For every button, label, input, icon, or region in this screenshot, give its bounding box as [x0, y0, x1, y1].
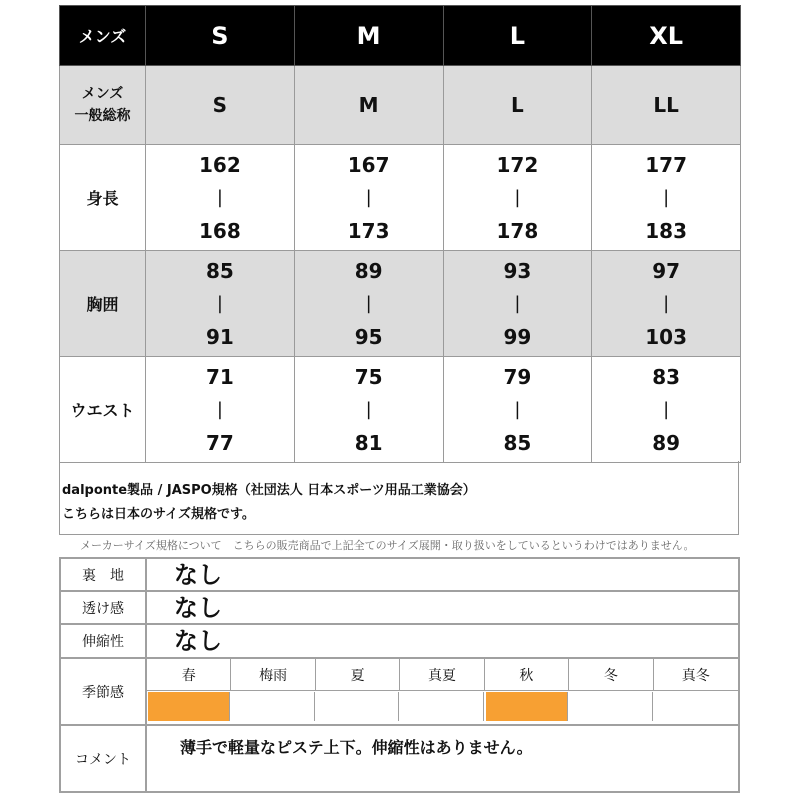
comment-text: 薄手で軽量なピステ上下。伸縮性はありません。: [180, 738, 533, 757]
waist-row: [60, 357, 741, 463]
size-header-xl: XL: [592, 6, 741, 66]
range-max: 77: [205, 430, 234, 455]
range-cell: [146, 251, 295, 357]
range-cell: [443, 145, 592, 251]
measure-label: 胸囲: [60, 251, 146, 357]
measure-label: 身長: [60, 145, 146, 251]
range-separator: |: [663, 292, 670, 314]
range-max: 81: [354, 430, 383, 455]
general-size-row: [60, 66, 741, 145]
comment-label: コメント: [61, 726, 147, 791]
range-max: 103: [645, 324, 687, 349]
season-name: 夏: [316, 659, 400, 691]
general-size-cell: M: [294, 66, 443, 145]
size-notes-box: [59, 461, 739, 535]
japan-size-note: こちらは日本のサイズ規格です。: [62, 507, 255, 522]
range-cell: [443, 251, 592, 357]
size-header-label: メンズ: [60, 6, 146, 66]
season-name: 春: [147, 659, 231, 691]
lining-value: なし: [174, 561, 222, 589]
height-row: [60, 145, 741, 251]
range-cell: [146, 145, 295, 251]
range-max: 168: [199, 218, 241, 243]
range-cell: [294, 357, 443, 463]
range-min: 79: [503, 364, 532, 389]
season-grid: [147, 659, 738, 724]
size-header-m: M: [294, 6, 443, 66]
range-cell: [294, 145, 443, 251]
size-header-s: S: [146, 6, 295, 66]
stretch-row: [61, 625, 738, 659]
range-separator: |: [216, 398, 223, 420]
general-size-cell: L: [443, 66, 592, 145]
lining-label: 裏 地: [61, 559, 147, 590]
range-max: 178: [496, 218, 539, 243]
season-name: 梅雨: [231, 659, 315, 691]
standard-note: dalponte製品 / JASPO規格（社団法人 日本スポーツ用品工業協会）: [62, 483, 476, 498]
general-label-line1: メンズ: [81, 86, 124, 102]
season-indicator: [401, 692, 483, 721]
sheer-row: [61, 592, 738, 625]
season-name: 秋: [485, 659, 569, 691]
measure-label: ウエスト: [60, 357, 146, 463]
season-name: 真夏: [400, 659, 484, 691]
comment-row: [61, 726, 738, 791]
range-separator: |: [514, 398, 521, 420]
stretch-label: 伸縮性: [61, 625, 147, 657]
sheer-value: なし: [174, 594, 222, 622]
maker-size-disclaimer: メーカーサイズ規格について こちらの販売商品で上記全てのサイズ展開・取り扱いをしているというわけではありません。: [80, 539, 695, 552]
range-cell: [146, 357, 295, 463]
range-separator: |: [514, 186, 521, 208]
range-min: 172: [496, 152, 539, 177]
range-separator: |: [365, 186, 372, 208]
range-max: 183: [645, 218, 687, 243]
general-size-cell: S: [146, 66, 295, 145]
range-min: 97: [652, 258, 681, 283]
range-cell: [294, 251, 443, 357]
lining-row: [61, 559, 738, 592]
season-indicator-active: [486, 692, 568, 721]
range-min: 85: [205, 258, 234, 283]
range-separator: |: [216, 186, 223, 208]
range-min: 167: [347, 152, 390, 177]
range-max: 85: [503, 430, 532, 455]
size-header-row: [60, 6, 741, 66]
range-cell: [592, 251, 741, 357]
range-cell: [443, 357, 592, 463]
range-min: 83: [652, 364, 681, 389]
range-separator: |: [365, 292, 372, 314]
range-separator: |: [663, 186, 670, 208]
season-indicator: [655, 692, 737, 721]
season-indicator: [317, 692, 399, 721]
range-separator: |: [663, 398, 670, 420]
general-size-label: [60, 66, 146, 145]
spec-table: [59, 557, 740, 793]
range-min: 71: [205, 364, 234, 389]
size-header-l: L: [443, 6, 592, 66]
stretch-value: なし: [174, 627, 222, 655]
range-max: 99: [503, 324, 532, 349]
season-row: [61, 659, 738, 726]
sheer-label: 透け感: [61, 592, 147, 623]
season-name: 冬: [569, 659, 653, 691]
range-cell: [592, 145, 741, 251]
range-min: 177: [645, 152, 687, 177]
season-name: 真冬: [654, 659, 738, 691]
general-label-line2: 一般総称: [74, 108, 131, 124]
season-label: 季節感: [61, 659, 147, 724]
range-separator: |: [514, 292, 521, 314]
chest-row: [60, 251, 741, 357]
range-max: 173: [347, 218, 390, 243]
range-min: 162: [199, 152, 241, 177]
range-max: 91: [205, 324, 234, 349]
season-indicator: [570, 692, 652, 721]
range-max: 95: [354, 324, 383, 349]
range-max: 89: [652, 430, 681, 455]
range-separator: |: [216, 292, 223, 314]
range-min: 93: [503, 258, 532, 283]
season-indicator: [232, 692, 314, 721]
range-separator: |: [365, 398, 372, 420]
range-cell: [592, 357, 741, 463]
general-size-cell: LL: [592, 66, 741, 145]
range-min: 89: [354, 258, 383, 283]
season-indicator-active: [148, 692, 230, 721]
range-min: 75: [354, 364, 383, 389]
size-chart-table: [59, 5, 741, 463]
